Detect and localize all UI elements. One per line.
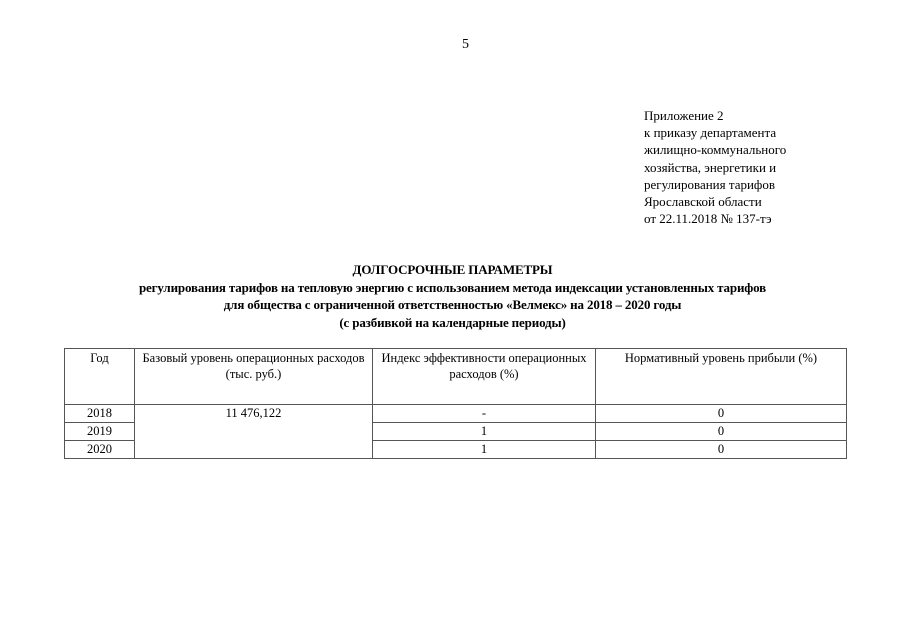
appendix-line: от 22.11.2018 № 137-тэ — [644, 211, 772, 227]
cell-year: 2019 — [65, 423, 135, 441]
title-line: регулирования тарифов на тепловую энергию с использованием метода индексации установленных тарифов — [138, 279, 767, 295]
appendix-line: Приложение 2 — [644, 108, 724, 123]
cell-profit: 0 — [596, 441, 847, 459]
header-base-level: Базовый уровень операционных расходов (тыс. руб.) — [135, 349, 373, 405]
page-number: 5 — [462, 37, 469, 52]
parameters-table — [64, 348, 847, 459]
cell-index: - — [373, 405, 596, 423]
title-line: для общества с ограниченной ответственностью «Велмекс» на 2018 – 2020 годы — [223, 297, 682, 312]
appendix-reference — [644, 107, 786, 227]
appendix-line: Ярославской области — [644, 194, 762, 210]
appendix-line: жилищно-коммунального — [644, 142, 787, 158]
cell-index: 1 — [373, 423, 596, 441]
header-year: Год — [65, 349, 135, 405]
appendix-line: регулирования тарифов — [644, 176, 775, 192]
cell-profit: 0 — [596, 405, 847, 423]
cell-profit: 0 — [596, 423, 847, 441]
cell-base-level: 11 476,122 — [135, 405, 373, 459]
cell-index: 1 — [373, 441, 596, 459]
appendix-line: хозяйства, энергетики и — [644, 159, 777, 175]
title-heading: ДОЛГОСРОЧНЫЕ ПАРАМЕТРЫ — [352, 262, 553, 277]
table-header-row — [65, 349, 847, 405]
appendix-line: к приказу департамента — [644, 125, 777, 141]
cell-year: 2018 — [65, 405, 135, 423]
cell-year: 2020 — [65, 441, 135, 459]
title-line: (с разбивкой на календарные периоды) — [339, 314, 566, 330]
header-profit-level: Нормативный уровень прибыли (%) — [596, 349, 847, 405]
table-row — [65, 405, 847, 423]
document-title — [40, 261, 865, 331]
header-efficiency-index: Индекс эффективности операционных расходов (%) — [373, 349, 596, 405]
